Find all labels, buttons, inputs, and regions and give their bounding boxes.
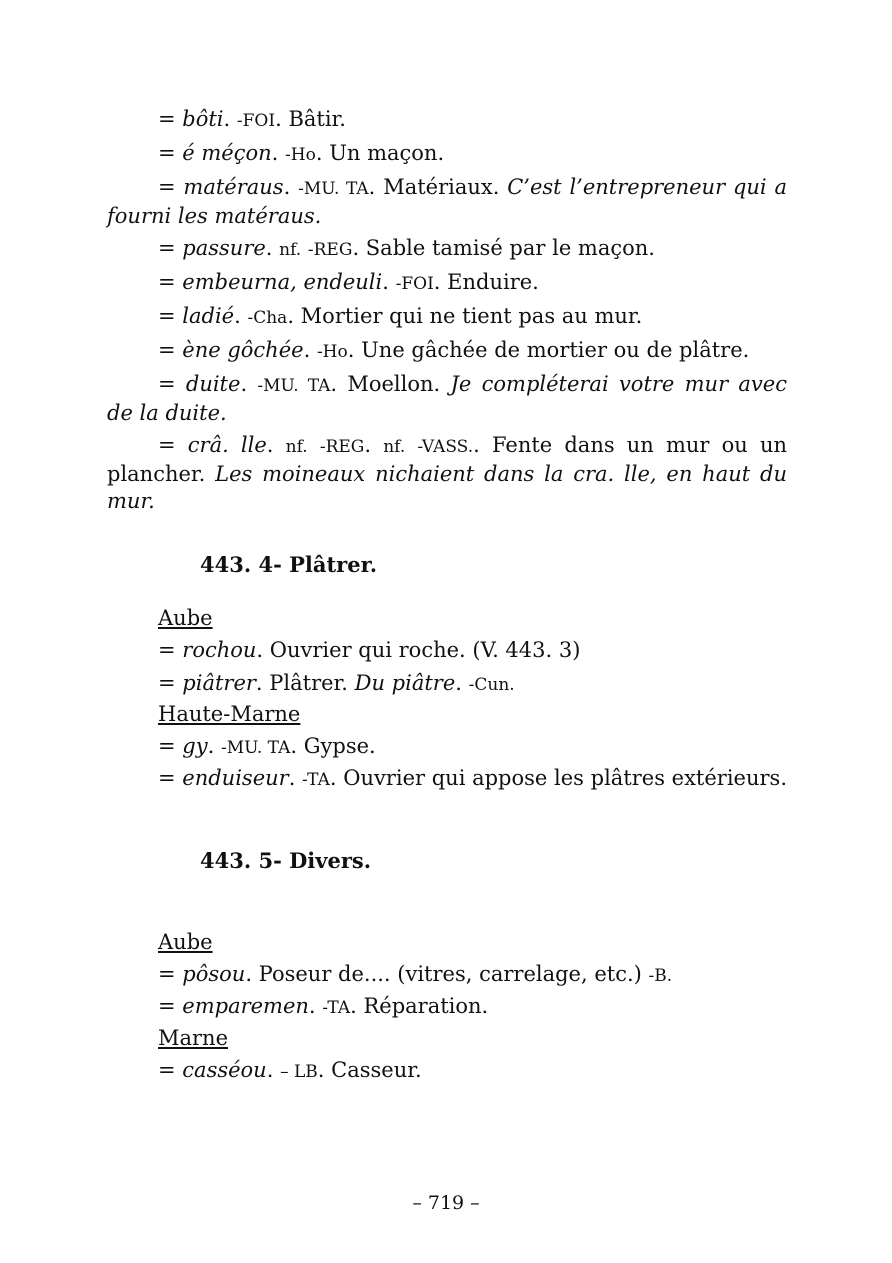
- entry-list: [107, 106, 787, 515]
- entry-embeurna: = embeurna, endeuli. -FOI. Enduire.: [158, 270, 539, 294]
- entry-enduiseur: = enduiseur. -TA. Ouvrier qui appose les plâtres extérieurs.: [158, 766, 787, 790]
- entry-materaus: = matéraus. -MU. TA. Matériaux. C’est l’entrepreneur qui a fourni les matéraus.: [107, 175, 787, 228]
- entry-ladie: = ladié. -Cha. Mortier qui ne tient pas au mur.: [158, 304, 643, 328]
- entry-piatrer: = piâtrer. Plâtrer. Du piâtre. -Cun.: [158, 671, 515, 695]
- entry-posou: = pôsou. Poseur de.... (vitres, carrelage, etc.) -B.: [158, 962, 673, 986]
- section-heading-plâtrer: 443. 4- Plâtrer.: [200, 552, 378, 577]
- entry-duite: = duite. -MU. TA. Moellon. Je compléterai votre mur avec de la duite.: [107, 372, 787, 425]
- entry-meçon: = é méçon. -Ho. Un maçon.: [158, 141, 445, 165]
- entry-rochou: = rochou. Ouvrier qui roche. (V. 443. 3): [158, 638, 581, 662]
- region-label-marne: Marne: [158, 1026, 229, 1050]
- section-heading-divers: 443. 5- Divers.: [200, 848, 372, 873]
- entry-casseou: = casséou. – LB. Casseur.: [158, 1058, 422, 1082]
- entry-passure: = passure. nf. -REG. Sable tamisé par le maçon.: [158, 236, 655, 260]
- entry-gy: = gy. -MU. TA. Gypse.: [158, 734, 376, 758]
- entry-cralle: = crâ. lle. nf. -REG. nf. -VASS.. Fente dans un mur ou un plancher. Les moineaux nichaient dans la cra. lle, en haut du mur.: [107, 433, 787, 513]
- entry-boti: = bôti. -FOI. Bâtir.: [158, 107, 346, 131]
- region-label-aube: Aube: [158, 606, 213, 630]
- region-label-haute-marne: Haute-Marne: [158, 702, 301, 726]
- entry-emparemen: = emparemen. -TA. Réparation.: [158, 994, 489, 1018]
- entry-gochee: = ène gôchée. -Ho. Une gâchée de mortier ou de plâtre.: [158, 338, 750, 362]
- page-number: – 719 –: [412, 1192, 480, 1214]
- region-label-aube-2: Aube: [158, 930, 213, 954]
